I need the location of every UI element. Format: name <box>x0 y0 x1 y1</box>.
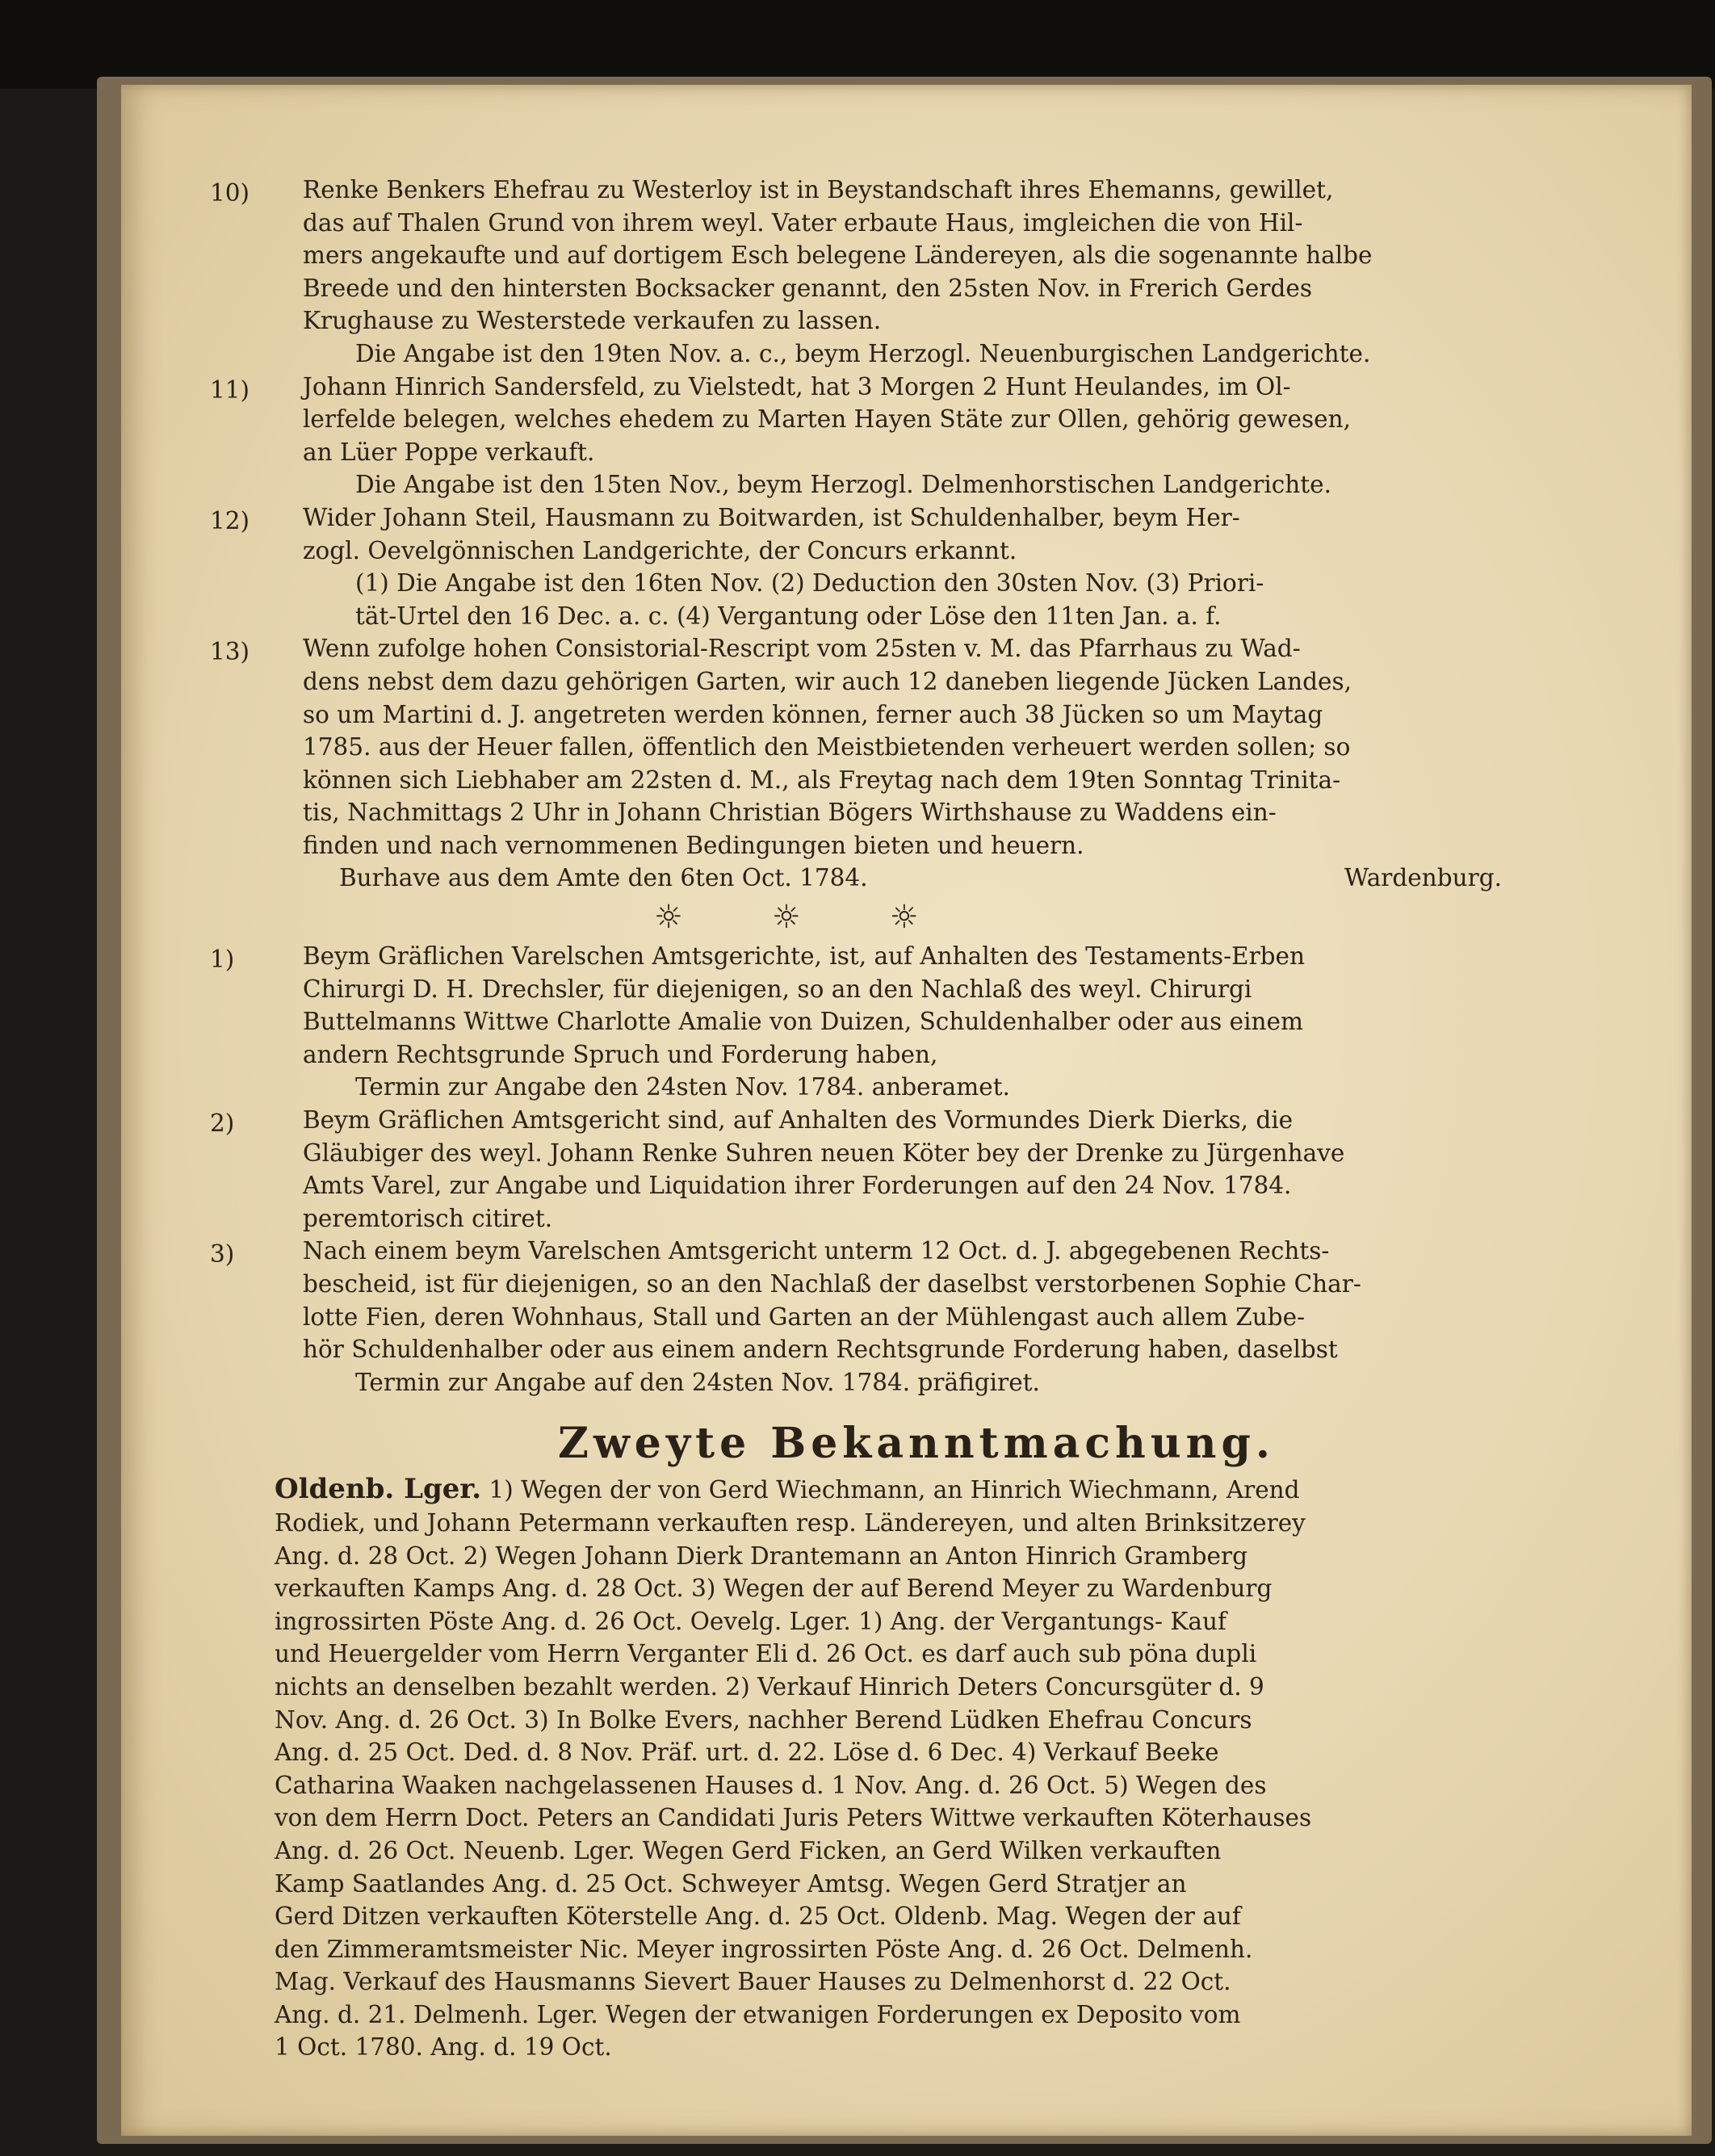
text-line: peremtorisch citiret. <box>303 1204 553 1232</box>
text-line: den Zimmeramtsmeister Nic. Meyer ingrossirten Pöste Ang. d. 26 Oct. Delmenh. <box>275 1935 1253 1963</box>
second-notice-body <box>266 1473 1566 2064</box>
text-segment: 1) Wegen der von Gerd Wiechmann, an Hinrich Wiechmann, Arend <box>489 1476 1300 1504</box>
notice-number: 1) <box>210 946 235 974</box>
notice-entry <box>210 501 1566 632</box>
notice-number: 10) <box>210 179 250 207</box>
text-line: Wenn zufolge hohen Consistorial-Rescript vom 25sten v. M. das Pfarrhaus zu Wad- <box>303 635 1301 663</box>
ornament-row <box>266 898 1566 937</box>
page-text <box>210 174 1566 2064</box>
notice-entry <box>210 371 1566 501</box>
text-line: Rodiek, und Johann Petermann verkauften resp. Ländereyen, und alten Brinksitzerey <box>275 1508 1306 1537</box>
text-line: zogl. Oevelgönnischen Landgerichte, der Concurs erkannt. <box>303 536 1017 564</box>
sun-ornament-icon: ☼ <box>771 899 801 937</box>
notice-entry <box>210 1235 1566 1399</box>
sun-ornament-icon: ☼ <box>889 899 919 937</box>
text-line: nichts an denselben bezahlt werden. 2) Verkauf Hinrich Deters Concursgüter d. 9 <box>275 1672 1264 1701</box>
text-line-indented: (1) Die Angabe ist den 16ten Nov. (2) Deduction den 30sten Nov. (3) Priori- <box>355 569 1264 598</box>
text-line: Gerd Ditzen verkauften Köterstelle Ang. d. 25 Oct. Oldenb. Mag. Wegen der auf <box>275 1902 1241 1931</box>
text-line: Nach einem beym Varelschen Amtsgericht unterm 12 Oct. d. J. abgegebenen Rechts- <box>303 1237 1330 1265</box>
text-line: Kamp Saatlandes Ang. d. 25 Oct. Schweyer Amtsg. Wegen Gerd Stratjer an <box>275 1869 1187 1898</box>
notice-number: 12) <box>210 506 250 535</box>
text-line: von dem Herrn Doct. Peters an Candidati Juris Peters Wittwe verkauften Köterhauses <box>275 1804 1312 1832</box>
text-line: Ang. d. 28 Oct. 2) Wegen Johann Dierk Drantemann an Anton Hinrich Gramberg <box>275 1541 1248 1570</box>
text-line: Breede und den hintersten Bocksacker genannt, den 25sten Nov. in Frerich Gerdes <box>303 274 1312 302</box>
court-abbrev-lead: Oldenb. Lger. <box>275 1473 482 1506</box>
text-line: andern Rechtsgrunde Spruch und Forderung haben, <box>303 1040 938 1068</box>
text-line: und Heuergelder vom Herrn Verganter Eli d. 26 Oct. es darf auch sub pöna dupli <box>275 1640 1257 1668</box>
notice-number: 13) <box>210 638 250 666</box>
text-line: Chirurgi D. H. Drechsler, für diejenigen, so an den Nachlaß des weyl. Chirurgi <box>303 975 1252 1003</box>
text-line: lerfelde belegen, welches ehedem zu Marten Hayen Stäte zur Ollen, gehörig gewesen, <box>303 405 1351 434</box>
notices-second <box>210 940 1566 1399</box>
text-line: 1 Oct. 1780. Ang. d. 19 Oct. <box>275 2033 612 2062</box>
text-line: Johann Hinrich Sandersfeld, zu Vielstedt, hat 3 Morgen 2 Hunt Heulandes, im Ol- <box>303 372 1291 401</box>
text-line: Gläubiger des weyl. Johann Renke Suhren neuen Köter bey der Drenke zu Jürgenhave <box>303 1139 1345 1167</box>
text-line: können sich Liebhaber am 22sten d. M., als Freytag nach dem 19ten Sonntag Trinita- <box>303 766 1341 794</box>
text-line: verkauften Kamps Ang. d. 28 Oct. 3) Wegen der auf Berend Meyer zu Wardenburg <box>275 1575 1273 1603</box>
text-line: dens nebst dem dazu gehörigen Garten, wir auch 12 daneben liegende Jücken Landes, <box>303 667 1352 695</box>
notice-entry <box>210 940 1566 1104</box>
text-line-indented: Die Angabe ist den 15ten Nov., beym Herzogl. Delmenhorstischen Landgerichte. <box>355 471 1331 499</box>
backdrop <box>0 0 1715 89</box>
text-line: Ang. d. 26 Oct. Neuenb. Lger. Wegen Gerd Ficken, an Gerd Wilken verkauften <box>275 1836 1222 1864</box>
dateline-right: Wardenburg. <box>1344 864 1502 892</box>
text-line <box>275 1473 1566 1507</box>
text-line: mers angekaufte und auf dortigem Esch belegene Ländereyen, als die sogenannte halbe <box>303 241 1373 270</box>
text-line-indented: Die Angabe ist den 19ten Nov. a. c., beym Herzogl. Neuenburgischen Landgerichte. <box>355 339 1371 367</box>
text-line: lotte Fien, deren Wohnhaus, Stall und Garten an der Mühlengast auch allem Zube- <box>303 1302 1306 1331</box>
text-line: das auf Thalen Grund von ihrem weyl. Vater erbaute Haus, imgleichen die von Hil- <box>303 208 1303 237</box>
text-line-indented: Termin zur Angabe den 24sten Nov. 1784. anberamet. <box>355 1073 1010 1101</box>
text-line: 1785. aus der Heuer fallen, öffentlich den Meistbietenden verheuert werden sollen; so <box>303 733 1351 761</box>
notice-number: 11) <box>210 375 250 404</box>
text-line-indented: tät-Urtel den 16 Dec. a. c. (4) Vergantung oder Löse den 11ten Jan. a. f. <box>355 602 1222 630</box>
text-line: so um Martini d. J. angetreten werden können, ferner auch 38 Jücken so um Maytag <box>303 700 1323 728</box>
text-line: ingrossirten Pöste Ang. d. 26 Oct. Oevelg. Lger. 1) Ang. der Vergantungs- Kauf <box>275 1607 1226 1635</box>
sun-ornament-icon: ☼ <box>654 899 683 937</box>
text-line: Mag. Verkauf des Hausmanns Sievert Bauer Hauses zu Delmenhorst d. 22 Oct. <box>275 1968 1231 1996</box>
text-line: Renke Benkers Ehefrau zu Westerloy ist in Beystandschaft ihres Ehemanns, gewillet, <box>303 176 1334 203</box>
dateline-left: Burhave aus dem Amte den 6ten Oct. 1784. <box>339 864 868 892</box>
text-line: Beym Gräflichen Amtsgericht sind, auf Anhalten des Vormundes Dierk Dierks, die <box>303 1106 1294 1135</box>
text-line: Wider Johann Steil, Hausmann zu Boitwarden, ist Schuldenhalber, beym Her- <box>303 503 1240 531</box>
text-line: Amts Varel, zur Angabe und Liquidation ihrer Forderungen auf den 24 Nov. 1784. <box>303 1172 1292 1200</box>
text-line: Nov. Ang. d. 26 Oct. 3) In Bolke Evers, nachher Berend Lüdken Ehefrau Concurs <box>275 1705 1252 1734</box>
text-line: Krughause zu Westerstede verkaufen zu lassen. <box>303 307 882 335</box>
notice-entry <box>210 174 1566 371</box>
text-line: Ang. d. 21. Delmenh. Lger. Wegen der etwanigen Forderungen ex Deposito vom <box>275 2000 1241 2028</box>
dateline <box>266 862 1566 895</box>
text-line: tis, Nachmittags 2 Uhr in Johann Christian Bögers Wirthshause zu Waddens ein- <box>303 799 1277 827</box>
notice-entry <box>210 632 1566 862</box>
text-line: Catharina Waaken nachgelassenen Hauses d. 1 Nov. Ang. d. 26 Oct. 5) Wegen des <box>275 1771 1267 1799</box>
text-line-indented: Termin zur Angabe auf den 24sten Nov. 1784. präfigiret. <box>355 1368 1040 1396</box>
section-heading: Zweyte Bekanntmachung. <box>558 1419 1275 1469</box>
text-line: Ang. d. 25 Oct. Ded. d. 8 Nov. Präf. urt. d. 22. Löse d. 6 Dec. 4) Verkauf Beeke <box>275 1739 1219 1767</box>
text-line: bescheid, ist für diejenigen, so an den Nachlaß der daselbst verstorbenen Sophie Char- <box>303 1270 1361 1298</box>
text-line: finden und nach vernommenen Bedingungen bieten und heuern. <box>303 831 1084 859</box>
notice-number: 2) <box>210 1109 235 1138</box>
text-line: an Lüer Poppe verkauft. <box>303 438 595 466</box>
text-line: hör Schuldenhalber oder aus einem andern Rechtsgrunde Forderung haben, daselbst <box>303 1336 1338 1364</box>
notice-number: 3) <box>210 1240 235 1269</box>
notice-entry <box>210 1104 1566 1235</box>
text-line: Beym Gräflichen Varelschen Amtsgerichte, ist, auf Anhalten des Testaments-Erben <box>303 942 1306 971</box>
text-line: Buttelmanns Wittwe Charlotte Amalie von Duizen, Schuldenhalber oder aus einem <box>303 1008 1303 1036</box>
notices-first <box>210 174 1566 862</box>
